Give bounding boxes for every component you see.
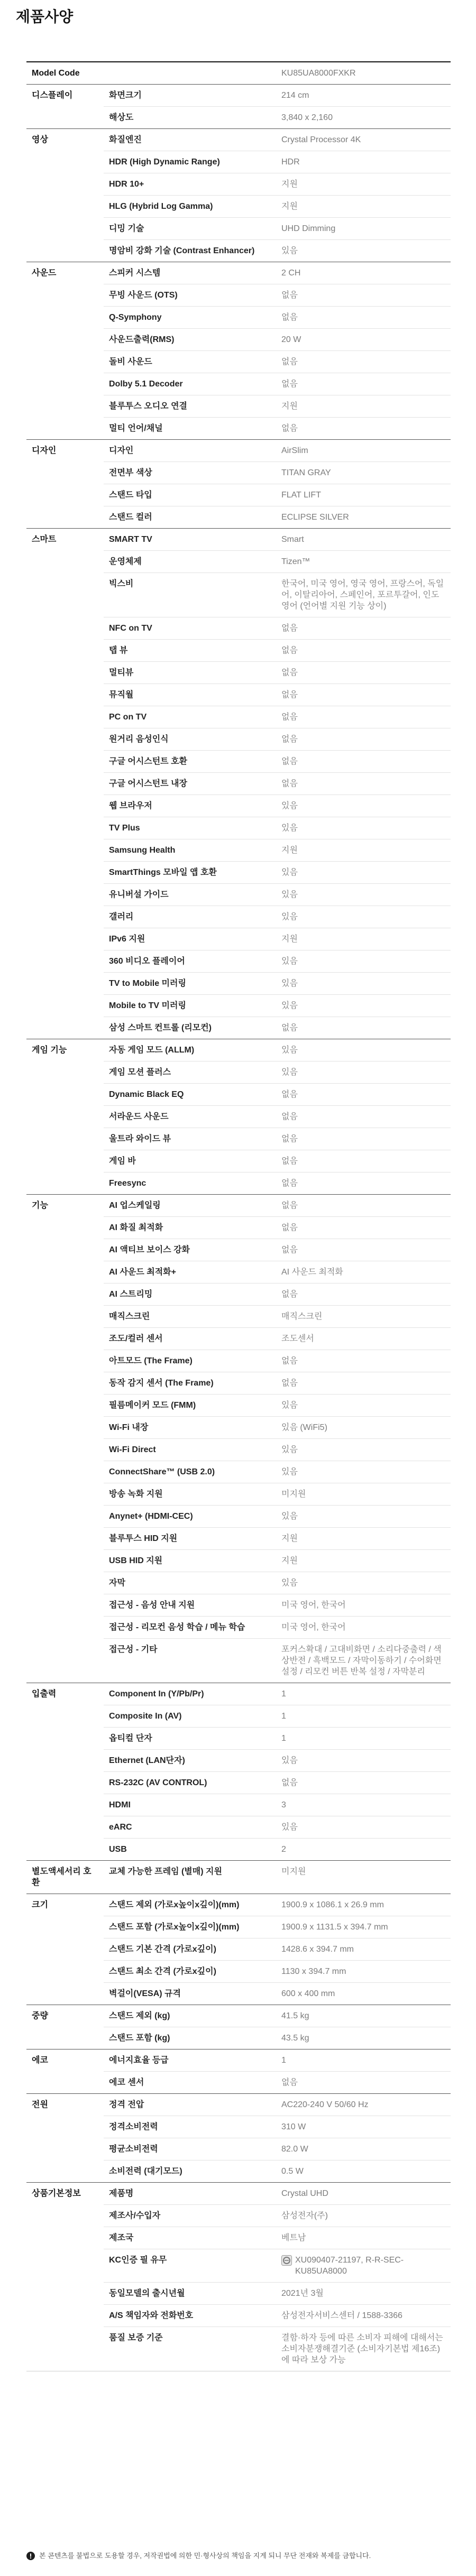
spec-value-cell: 미국 영어, 한국어: [276, 1594, 451, 1617]
spec-value-cell: 82.0 W: [276, 2138, 451, 2160]
spec-value-cell: TITAN GRAY: [276, 462, 451, 484]
spec-value-cell: AirSlim: [276, 440, 451, 462]
spec-value-cell: [276, 2249, 451, 2283]
spec-label: 에너지효율 등급: [104, 2049, 276, 2072]
spec-label: 원거리 음성인식: [104, 728, 276, 751]
spec-label: 옵티컬 단자: [104, 1728, 276, 1750]
spec-value-cell: 없음: [276, 1150, 451, 1172]
spec-value-cell: 없음: [276, 706, 451, 728]
spec-value-cell: 1900.9 x 1131.5 x 394.7 mm: [276, 1916, 451, 1938]
spec-value-cell: 없음: [276, 728, 451, 751]
spec-value-cell: FLAT LIFT: [276, 484, 451, 506]
spec-value-cell: 없음: [276, 1350, 451, 1372]
spec-label: 구글 어시스턴트 내장: [104, 773, 276, 795]
spec-label: USB: [104, 1839, 276, 1861]
spec-label: PC on TV: [104, 706, 276, 728]
spec-value-cell: Tizen™: [276, 551, 451, 573]
spec-value-cell: 지원: [276, 1550, 451, 1572]
spec-label: 게임 바: [104, 1150, 276, 1172]
spec-value-cell: UHD Dimming: [276, 218, 451, 240]
spec-label: 동작 감지 센서 (The Frame): [104, 1372, 276, 1395]
spec-value-cell: 있음: [276, 973, 451, 995]
spec-value-cell: 있음: [276, 1439, 451, 1461]
spec-label: A/S 책임자와 전화번호: [104, 2305, 276, 2327]
spec-value-cell: 있음: [276, 884, 451, 906]
spec-value-cell: 600 x 400 mm: [276, 1983, 451, 2005]
spec-value-cell: 한국어, 미국 영어, 영국 영어, 프랑스어, 독일어, 이탈리아어, 스페인어, 포르투갈어, 인도 영어 (언어별 지원 기능 상이): [276, 573, 451, 617]
spec-value-cell: 41.5 kg: [276, 2005, 451, 2027]
spec-value-cell: 있음: [276, 1750, 451, 1772]
spec-label: 블루투스 오디오 연결: [104, 395, 276, 418]
spec-value-cell: 있음: [276, 1039, 451, 1061]
spec-label: 돌비 사운드: [104, 351, 276, 373]
spec-label: 명암비 강화 기술 (Contrast Enhancer): [104, 240, 276, 262]
spec-value-cell: 있음: [276, 1395, 451, 1417]
spec-label: 에코 센서: [104, 2072, 276, 2094]
spec-label: AI 업스케일링: [104, 1195, 276, 1217]
spec-label: 멀티 언어/채널: [104, 418, 276, 440]
spec-value-cell: 없음: [276, 418, 451, 440]
spec-label: 동일모델의 출시년월: [104, 2283, 276, 2305]
spec-value-cell: 포커스확대 / 고대비화면 / 소리다중출력 / 색상반전 / 흑백모드 / 자막이동하기 / 수어화면 설정 / 리모컨 버튼 반복 설정 / 자막분리: [276, 1639, 451, 1683]
spec-value-cell: 없음: [276, 1017, 451, 1039]
spec-value-cell: 1900.9 x 1086.1 x 26.9 mm: [276, 1894, 451, 1916]
copyright-notice: [26, 2551, 455, 2561]
spec-label: RS-232C (AV CONTROL): [104, 1772, 276, 1794]
spec-category: 게임 기능: [26, 1039, 104, 1195]
spec-value-cell: 있음: [276, 1461, 451, 1483]
spec-value-cell: 있음: [276, 906, 451, 928]
spec-value-cell: 없음: [276, 1239, 451, 1261]
spec-value-cell: 없음: [276, 1372, 451, 1395]
spec-value-cell: AI 사운드 최적화: [276, 1261, 451, 1284]
spec-label: 정격 전압: [104, 2094, 276, 2116]
spec-value-cell: 있음: [276, 1061, 451, 1084]
spec-label: 접근성 - 리모컨 음성 학습 / 메뉴 학습: [104, 1617, 276, 1639]
spec-value-cell: 지원: [276, 173, 451, 196]
spec-label: 자막: [104, 1572, 276, 1594]
spec-value-cell: 있음: [276, 995, 451, 1017]
spec-value-cell: 삼성전자서비스센터 / 1588-3366: [276, 2305, 451, 2327]
spec-label: 평균소비전력: [104, 2138, 276, 2160]
spec-value-cell: 지원: [276, 839, 451, 862]
kc-mark-icon: [281, 2255, 292, 2266]
spec-label: 웹 브라우저: [104, 795, 276, 817]
spec-label: 멀티뷰: [104, 662, 276, 684]
spec-value-cell: 2 CH: [276, 262, 451, 284]
spec-value-cell: 없음: [276, 1195, 451, 1217]
spec-label: 스탠드 컬러: [104, 506, 276, 529]
spec-label: 조도/컬러 센서: [104, 1328, 276, 1350]
spec-value-cell: 1428.6 x 394.7 mm: [276, 1938, 451, 1961]
spec-value: XU090407-21197, R-R-SEC-KU85UA8000: [295, 2256, 404, 2276]
spec-label: [104, 62, 276, 85]
spec-value-cell: 지원: [276, 928, 451, 950]
spec-value-cell: Crystal Processor 4K: [276, 129, 451, 151]
spec-value-cell: 1: [276, 2049, 451, 2072]
spec-category: 기능: [26, 1195, 104, 1683]
spec-row: [26, 129, 451, 151]
spec-value-cell: 3: [276, 1794, 451, 1816]
spec-label: 화질엔진: [104, 129, 276, 151]
spec-value-cell: 없음: [276, 1172, 451, 1195]
spec-value-cell: 없음: [276, 1128, 451, 1150]
spec-label: 구글 어시스턴트 호환: [104, 751, 276, 773]
spec-value-cell: Crystal UHD: [276, 2183, 451, 2205]
spec-value-cell: 베트남: [276, 2227, 451, 2249]
spec-label: 디자인: [104, 440, 276, 462]
spec-label: 서라운드 사운드: [104, 1106, 276, 1128]
spec-row: [26, 2183, 451, 2205]
spec-value-cell: 없음: [276, 684, 451, 706]
spec-value-cell: 없음: [276, 1772, 451, 1794]
spec-label: TV to Mobile 미러링: [104, 973, 276, 995]
spec-value-cell: ECLIPSE SILVER: [276, 506, 451, 529]
spec-label: Mobile to TV 미러링: [104, 995, 276, 1017]
spec-label: HDR 10+: [104, 173, 276, 196]
spec-value-cell: 없음: [276, 351, 451, 373]
spec-label: 소비전력 (대기모드): [104, 2160, 276, 2183]
spec-label: AI 액티브 보이스 강화: [104, 1239, 276, 1261]
spec-value-cell: 있음: [276, 1506, 451, 1528]
notice-icon: [26, 2552, 35, 2560]
spec-label: HDR (High Dynamic Range): [104, 151, 276, 173]
spec-value-cell: 20 W: [276, 329, 451, 351]
spec-label: 블루투스 HID 지원: [104, 1528, 276, 1550]
spec-category: 디스플레이: [26, 85, 104, 129]
spec-label: ConnectShare™ (USB 2.0): [104, 1461, 276, 1483]
spec-label: USB HID 지원: [104, 1550, 276, 1572]
spec-label: Q-Symphony: [104, 307, 276, 329]
spec-row: [26, 1039, 451, 1061]
spec-label: 방송 녹화 지원: [104, 1483, 276, 1506]
spec-label: Ethernet (LAN단자): [104, 1750, 276, 1772]
spec-label: 교체 가능한 프레임 (별매) 지원: [104, 1861, 276, 1894]
spec-label: NFC on TV: [104, 617, 276, 640]
spec-label: 게임 모션 플러스: [104, 1061, 276, 1084]
spec-value-cell: 있음: [276, 240, 451, 262]
spec-row: [26, 1861, 451, 1894]
spec-label: 벽걸이(VESA) 규격: [104, 1983, 276, 2005]
spec-label: 울트라 와이드 뷰: [104, 1128, 276, 1150]
spec-value-cell: 0.5 W: [276, 2160, 451, 2183]
spec-value-cell: 1: [276, 1728, 451, 1750]
spec-value-cell: 없음: [276, 284, 451, 307]
spec-value-cell: HDR: [276, 151, 451, 173]
spec-value-cell: 310 W: [276, 2116, 451, 2138]
spec-label: AI 사운드 최적화+: [104, 1261, 276, 1284]
spec-label: 스피커 시스템: [104, 262, 276, 284]
spec-label: Wi-Fi Direct: [104, 1439, 276, 1461]
spec-label: KC인증 필 유무: [104, 2249, 276, 2283]
spec-label: SMART TV: [104, 529, 276, 551]
spec-value-cell: 43.5 kg: [276, 2027, 451, 2049]
page-title: 제품사양: [16, 8, 74, 25]
notice-text: 본 콘텐츠를 불법으로 도용할 경우, 저작권법에 의한 민·형사상의 책임을 지게 되니 무단 전재와 복제를 금합니다.: [39, 2552, 371, 2560]
spec-label: 삼성 스마트 컨트롤 (리모컨): [104, 1017, 276, 1039]
spec-label: Component In (Y/Pb/Pr): [104, 1683, 276, 1705]
spec-label: IPv6 지원: [104, 928, 276, 950]
spec-category: 사운드: [26, 262, 104, 440]
spec-value-cell: 1: [276, 1705, 451, 1728]
spec-value-cell: 미지원: [276, 1483, 451, 1506]
spec-value-cell: KU85UA8000FXKR: [276, 62, 451, 85]
spec-value-cell: 없음: [276, 662, 451, 684]
spec-label: Freesync: [104, 1172, 276, 1195]
spec-value-cell: 조도센서: [276, 1328, 451, 1350]
spec-label: 접근성 - 기타: [104, 1639, 276, 1683]
spec-value-cell: 미국 영어, 한국어: [276, 1617, 451, 1639]
spec-label: 매직스크린: [104, 1306, 276, 1328]
spec-row: [26, 2005, 451, 2027]
spec-label: 스탠드 포함 (kg): [104, 2027, 276, 2049]
spec-category: 크기: [26, 1894, 104, 2005]
spec-value-cell: 있음: [276, 950, 451, 973]
spec-label: 유니버설 가이드: [104, 884, 276, 906]
spec-label: eARC: [104, 1816, 276, 1839]
spec-category: 입출력: [26, 1683, 104, 1861]
spec-row: [26, 2049, 451, 2072]
spec-value-cell: 없음: [276, 1217, 451, 1239]
spec-value-cell: 지원: [276, 196, 451, 218]
spec-value-cell: 있음: [276, 817, 451, 839]
spec-row: [26, 2094, 451, 2116]
spec-row: [26, 440, 451, 462]
spec-label: 해상도: [104, 107, 276, 129]
spec-label: Anynet+ (HDMI-CEC): [104, 1506, 276, 1528]
spec-value-cell: Smart: [276, 529, 451, 551]
spec-label: 화면크기: [104, 85, 276, 107]
spec-label: 제조사/수입자: [104, 2205, 276, 2227]
spec-value-cell: 지원: [276, 395, 451, 418]
spec-label: 사운드출력(RMS): [104, 329, 276, 351]
spec-row: [26, 1195, 451, 1217]
spec-label: 스탠드 타입: [104, 484, 276, 506]
spec-label: 디밍 기술: [104, 218, 276, 240]
spec-value-cell: 없음: [276, 751, 451, 773]
spec-label: 스탠드 최소 간격 (가로x깊이): [104, 1961, 276, 1983]
spec-label: 품질 보증 기준: [104, 2327, 276, 2371]
spec-label: HLG (Hybrid Log Gamma): [104, 196, 276, 218]
spec-value-cell: 미지원: [276, 1861, 451, 1894]
spec-label: 정격소비전력: [104, 2116, 276, 2138]
spec-label: 갤러리: [104, 906, 276, 928]
spec-label: 아트모드 (The Frame): [104, 1350, 276, 1372]
spec-value-cell: 없음: [276, 2072, 451, 2094]
spec-value-cell: 2021년 3월: [276, 2283, 451, 2305]
spec-label: Samsung Health: [104, 839, 276, 862]
spec-value-cell: 없음: [276, 1284, 451, 1306]
spec-category: 에코: [26, 2049, 104, 2094]
spec-label: AI 스트리밍: [104, 1284, 276, 1306]
spec-label: SmartThings 모바일 앱 호환: [104, 862, 276, 884]
spec-value-cell: 있음: [276, 795, 451, 817]
spec-table: [26, 61, 451, 2371]
spec-label: 빅스비: [104, 573, 276, 617]
spec-category: 전원: [26, 2094, 104, 2183]
spec-label: 무빙 사운드 (OTS): [104, 284, 276, 307]
spec-label: 자동 게임 모드 (ALLM): [104, 1039, 276, 1061]
spec-value-cell: 없음: [276, 373, 451, 395]
spec-value-cell: 삼성전자(주): [276, 2205, 451, 2227]
spec-category: 별도액세서리 호환: [26, 1861, 104, 1894]
spec-label: 접근성 - 음성 안내 지원: [104, 1594, 276, 1617]
spec-label: 필름메이커 모드 (FMM): [104, 1395, 276, 1417]
spec-label: 제조국: [104, 2227, 276, 2249]
spec-row: [26, 1683, 451, 1705]
spec-value-cell: 없음: [276, 617, 451, 640]
spec-value-cell: 있음: [276, 862, 451, 884]
spec-value-cell: 매직스크린: [276, 1306, 451, 1328]
spec-label: Dynamic Black EQ: [104, 1084, 276, 1106]
spec-value-cell: 있음: [276, 1572, 451, 1594]
spec-row: [26, 1894, 451, 1916]
spec-label: Wi-Fi 내장: [104, 1417, 276, 1439]
spec-value-cell: 1: [276, 1683, 451, 1705]
spec-category: 스마트: [26, 529, 104, 1039]
spec-label: AI 화질 최적화: [104, 1217, 276, 1239]
spec-category: Model Code: [26, 62, 104, 85]
spec-row: [26, 85, 451, 107]
spec-value-cell: 1130 x 394.7 mm: [276, 1961, 451, 1983]
spec-value-cell: 없음: [276, 640, 451, 662]
spec-value-cell: 없음: [276, 773, 451, 795]
spec-label: 스탠드 기본 간격 (가로x깊이): [104, 1938, 276, 1961]
spec-category: 영상: [26, 129, 104, 262]
spec-category: 중량: [26, 2005, 104, 2049]
spec-label: 360 비디오 플레이어: [104, 950, 276, 973]
spec-value-cell: 없음: [276, 1084, 451, 1106]
spec-label: 뮤직월: [104, 684, 276, 706]
spec-value-cell: 없음: [276, 307, 451, 329]
spec-value-cell: 3,840 x 2,160: [276, 107, 451, 129]
spec-value-cell: 지원: [276, 1528, 451, 1550]
spec-label: 제품명: [104, 2183, 276, 2205]
spec-category: 상품기본정보: [26, 2183, 104, 2371]
spec-value-cell: 없음: [276, 1106, 451, 1128]
spec-label: TV Plus: [104, 817, 276, 839]
spec-label: HDMI: [104, 1794, 276, 1816]
spec-label: Composite In (AV): [104, 1705, 276, 1728]
spec-label: 스탠드 제외 (kg): [104, 2005, 276, 2027]
spec-value-cell: 있음 (WiFi5): [276, 1417, 451, 1439]
spec-row: [26, 62, 451, 85]
spec-label: 전면부 색상: [104, 462, 276, 484]
spec-category: 디자인: [26, 440, 104, 529]
spec-value-cell: 결함·하자 등에 따른 소비자 피해에 대해서는 소비자분쟁해결기준 (소비자기본법 제16조)에 따라 보상 가능: [276, 2327, 451, 2371]
spec-label: 운영체제: [104, 551, 276, 573]
spec-value-cell: 214 cm: [276, 85, 451, 107]
spec-value-cell: 2: [276, 1839, 451, 1861]
spec-label: 스탠드 제외 (가로x높이x깊이)(mm): [104, 1894, 276, 1916]
spec-value-with-icon: [281, 2255, 445, 2277]
spec-row: [26, 262, 451, 284]
spec-row: [26, 529, 451, 551]
spec-value-cell: AC220-240 V 50/60 Hz: [276, 2094, 451, 2116]
spec-label: Dolby 5.1 Decoder: [104, 373, 276, 395]
spec-table-body: [26, 62, 451, 2371]
spec-value-cell: 있음: [276, 1816, 451, 1839]
spec-label: 탭 뷰: [104, 640, 276, 662]
spec-label: 스탠드 포함 (가로x높이x깊이)(mm): [104, 1916, 276, 1938]
